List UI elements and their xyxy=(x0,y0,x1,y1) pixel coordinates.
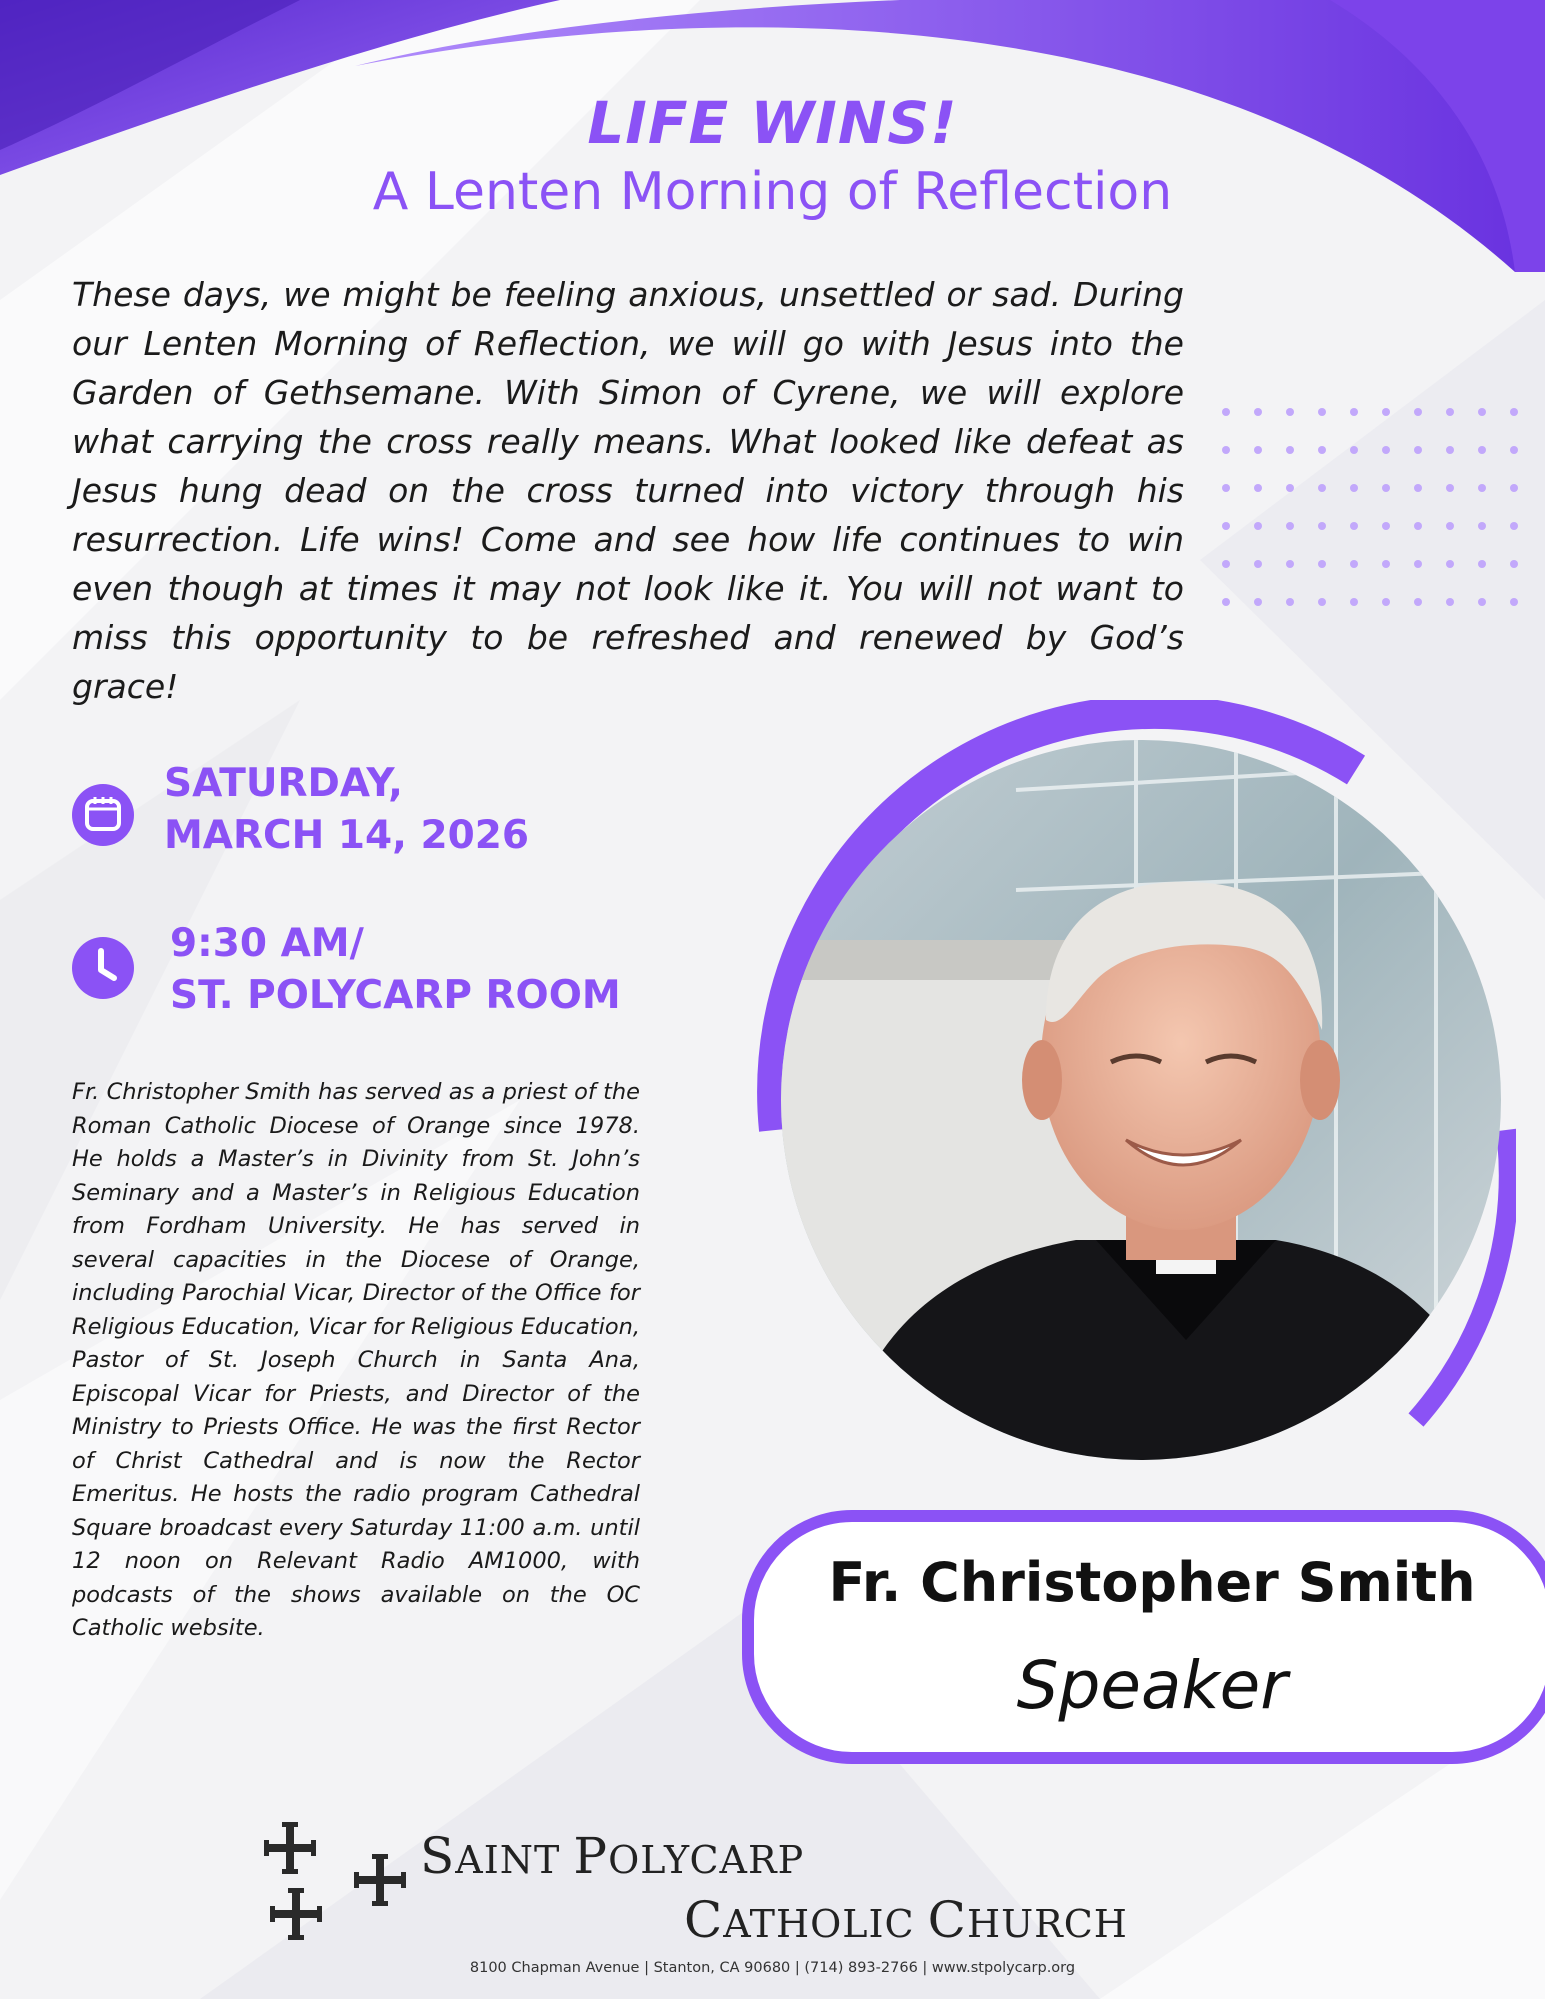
speaker-name-card xyxy=(742,1510,1545,1764)
decor-dot xyxy=(1350,560,1358,568)
page-subtitle: A Lenten Morning of Reflection xyxy=(372,162,1173,222)
event-date-line1: SATURDAY, xyxy=(164,761,403,806)
decor-dot xyxy=(1414,560,1422,568)
decor-dot xyxy=(1318,484,1326,492)
decor-dot xyxy=(1510,598,1518,606)
decor-dot xyxy=(1350,446,1358,454)
decor-dot xyxy=(1414,408,1422,416)
decor-dot xyxy=(1222,408,1230,416)
decor-dot xyxy=(1478,484,1486,492)
decor-dot xyxy=(1254,560,1262,568)
speaker-bio: Fr. Christopher Smith has served as a priest of the Roman Catholic Diocese of Orange since 1978. He holds a Master’s in Divinity from St. John’s Seminary and a Master’s in Religious Education from Fordham University. He has served in several capacities in the Diocese of Orange, including Parochial Vicar, Director of the Office for Religious Education, Vicar for Religious Education, Pastor of St. Joseph Church in Santa Ana, Episcopal Vicar for Priests, and Director of the Ministry to Priests Office. He was the first Rector of Christ Cathedral and is now the Rector Emeritus. He hosts the radio program Cathedral Square broadcast every Saturday 11:00 a.m. until 12 noon on Relevant Radio AM1000, with podcasts of the shows available on the OC Catholic website. xyxy=(72,1079,640,1641)
church-line2-rest1: ATHOLIC xyxy=(723,1902,928,1946)
church-name-line2 xyxy=(684,1890,1128,1954)
decor-dot xyxy=(1446,522,1454,530)
decor-dot xyxy=(1222,522,1230,530)
decor-dot xyxy=(1350,408,1358,416)
church-line1-cap1: S xyxy=(420,1827,456,1885)
decor-dot xyxy=(1286,560,1294,568)
church-line1-rest1: AINT xyxy=(455,1838,574,1882)
church-line2-rest2: HURCH xyxy=(966,1902,1128,1946)
page-title: LIFE WINS! xyxy=(587,89,958,157)
decor-dot xyxy=(1446,560,1454,568)
decor-dot xyxy=(1350,598,1358,606)
decor-dot xyxy=(1254,522,1262,530)
decor-dot xyxy=(1318,598,1326,606)
decor-dot xyxy=(1318,560,1326,568)
decor-dot xyxy=(1318,408,1326,416)
decor-dot xyxy=(1446,408,1454,416)
decor-dot xyxy=(1414,446,1422,454)
decor-dot xyxy=(1414,484,1422,492)
church-name-line1 xyxy=(420,1826,804,1890)
decor-dot xyxy=(1286,522,1294,530)
decor-dot xyxy=(1382,408,1390,416)
decor-dot xyxy=(1222,560,1230,568)
decor-dot xyxy=(1510,560,1518,568)
decor-dot xyxy=(1446,446,1454,454)
decor-dot xyxy=(1382,446,1390,454)
decor-dot xyxy=(1382,560,1390,568)
decor-dot xyxy=(1446,598,1454,606)
church-line1-rest2: OLYCARP xyxy=(608,1838,805,1882)
decor-dot xyxy=(1350,522,1358,530)
decor-dot xyxy=(1510,484,1518,492)
decor-dot xyxy=(1254,598,1262,606)
church-line2-cap1: C xyxy=(684,1891,724,1949)
decor-dot xyxy=(1286,598,1294,606)
decor-dot xyxy=(1286,446,1294,454)
event-date-line2: MARCH 14, 2026 xyxy=(164,813,530,858)
event-time-location xyxy=(170,918,621,1022)
event-time-line1: 9:30 AM/ xyxy=(170,921,364,966)
decor-dot xyxy=(1478,408,1486,416)
event-date xyxy=(164,758,529,862)
decor-dot xyxy=(1222,598,1230,606)
decor-dot xyxy=(1350,484,1358,492)
decor-dot xyxy=(1510,522,1518,530)
dot-grid-decoration xyxy=(1222,408,1522,608)
decor-dot xyxy=(1478,446,1486,454)
decor-dot xyxy=(1286,408,1294,416)
event-time-line2: ST. POLYCARP ROOM xyxy=(170,973,621,1018)
decor-dot xyxy=(1446,484,1454,492)
decor-dot xyxy=(1510,408,1518,416)
decor-dot xyxy=(1478,598,1486,606)
decor-dot xyxy=(1478,560,1486,568)
decor-dot xyxy=(1510,446,1518,454)
decor-dot xyxy=(1478,522,1486,530)
triple-cross-logo-icon xyxy=(262,1820,412,1942)
intro-paragraph: These days, we might be feeling anxious, unsettled or sad. During our Lenten Morning of Reflection, we will go with Jesus into the Garden of Gethsemane. With Simon of Cyrene, we will explore what carrying the cross really means. What looked like defeat as Jesus hung dead on the cross turned into victory through his resurrection. Life wins! Come and see how life continues to win even though at times it may not look like it. You will not want to miss this opportunity to be refreshed and renewed by God’s grace! xyxy=(72,275,1184,706)
decor-dot xyxy=(1318,446,1326,454)
calendar-icon xyxy=(72,784,134,846)
decor-dot xyxy=(1318,522,1326,530)
church-line2-cap2: C xyxy=(927,1891,967,1949)
decor-dot xyxy=(1254,446,1262,454)
decor-dot xyxy=(1222,446,1230,454)
decor-dot xyxy=(1382,484,1390,492)
church-address: 8100 Chapman Avenue | Stanton, CA 90680 | (714) 893-2766 | www.stpolycarp.org xyxy=(469,1960,1076,1976)
decor-dot xyxy=(1414,598,1422,606)
decor-dot xyxy=(1286,484,1294,492)
decor-dot xyxy=(1254,408,1262,416)
decor-dot xyxy=(1222,484,1230,492)
decor-dot xyxy=(1382,522,1390,530)
decor-dot xyxy=(1382,598,1390,606)
speaker-photo xyxy=(716,700,1516,1500)
speaker-role: Speaker xyxy=(1016,1647,1288,1724)
decor-dot xyxy=(1254,484,1262,492)
decor-dot xyxy=(1414,522,1422,530)
clock-icon xyxy=(72,937,134,999)
church-line1-cap2: P xyxy=(573,1827,609,1885)
speaker-name: Fr. Christopher Smith xyxy=(828,1551,1476,1614)
